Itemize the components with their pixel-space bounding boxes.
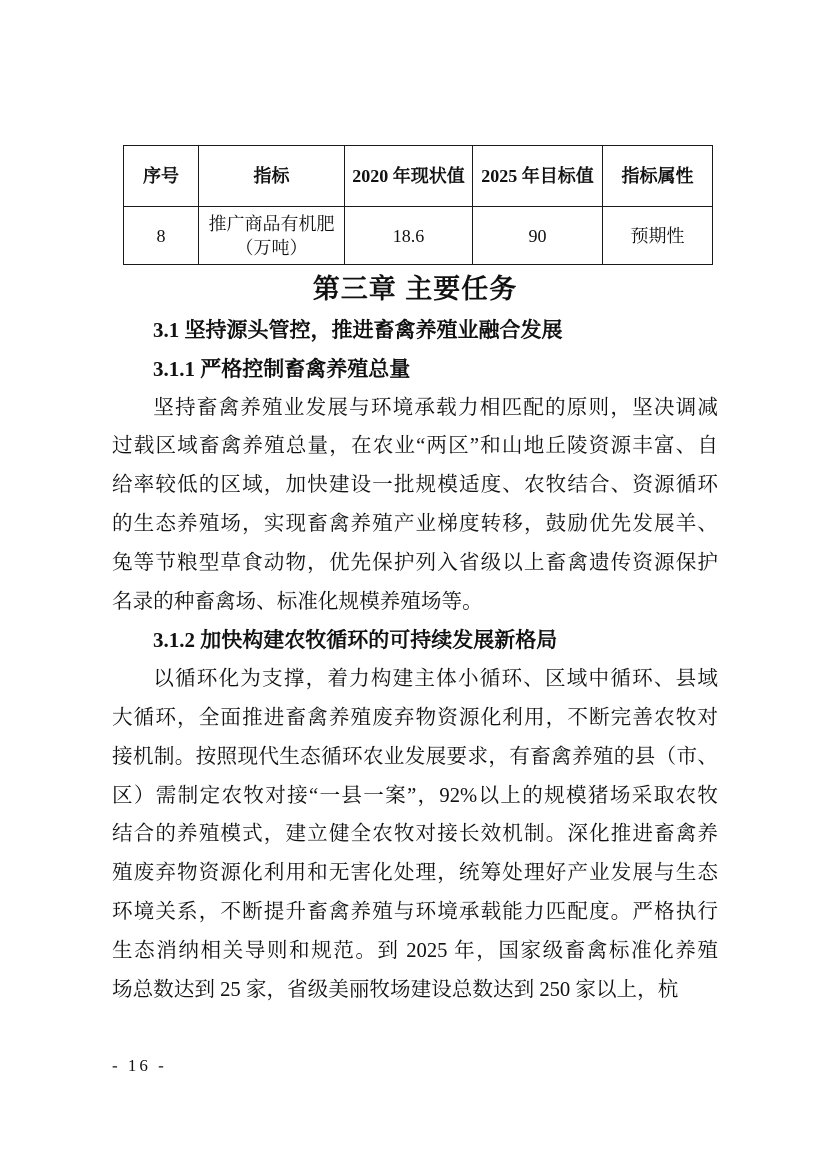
paragraph-line: 坚持畜禽养殖业发展与环境承载力相匹配的原则，坚决调减 — [153, 396, 718, 419]
column-header-indicator: 指标 — [199, 146, 345, 207]
indicator-table — [123, 145, 713, 265]
paragraph-line: 接机制。按照现代生态循环农业发展要求，有畜禽养殖的县（市、 — [112, 745, 718, 768]
paragraph-line: 的生态养殖场，实现畜禽养殖产业梯度转移，鼓励优先发展羊、 — [112, 512, 718, 535]
cell-attribute: 预期性 — [603, 207, 713, 265]
paragraph-line: 过载区域畜禽养殖总量，在农业“两区”和山地丘陵资源丰富、自 — [112, 435, 718, 458]
paragraph-line: 大循环，全面推进畜禽养殖废弃物资源化利用，不断完善农牧对 — [112, 706, 718, 729]
page-number: - 16 - — [112, 1056, 167, 1075]
paragraph-3-1-2 — [112, 660, 718, 1009]
table-header-row — [124, 146, 713, 207]
section-heading-3-1-2: 3.1.2 加快构建农牧循环的可持续发展新格局 — [153, 628, 558, 653]
cell-indicator: 推广商品有机肥（万吨） — [199, 207, 345, 265]
chapter-title: 第三章 主要任务 — [312, 274, 518, 304]
paragraph-3-1-1 — [112, 389, 718, 622]
column-header-2025-target: 2025 年目标值 — [473, 146, 603, 207]
paragraph-line: 结合的养殖模式，建立健全农牧对接长效机制。深化推进畜禽养 — [112, 823, 718, 846]
column-header-2020-value: 2020 年现状值 — [345, 146, 473, 207]
section-heading-3-1-1: 3.1.1 严格控制畜禽养殖总量 — [153, 356, 411, 381]
section-heading-3-1: 3.1 坚持源头管控，推进畜禽养殖业融合发展 — [153, 318, 563, 342]
paragraph-line: 名录的种畜禽场、标准化规模养殖场等。 — [112, 590, 483, 613]
cell-seq: 8 — [124, 207, 199, 265]
paragraph-line: 场总数达到 25 家，省级美丽牧场建设总数达到 250 家以上，杭 — [112, 978, 679, 1001]
cell-2025-target: 90 — [473, 207, 603, 265]
paragraph-line: 生态消纳相关导则和规范。到 2025 年，国家级畜禽标准化养殖 — [112, 939, 718, 962]
paragraph-line: 区）需制定农牧对接“一县一案”，92%以上的规模猪场采取农牧 — [112, 784, 718, 807]
paragraph-line: 兔等节粮型草食动物，优先保护列入省级以上畜禽遗传资源保护 — [112, 551, 718, 574]
paragraph-line: 以循环化为支撑，着力构建主体小循环、区域中循环、县域 — [153, 668, 718, 691]
paragraph-line: 殖废弃物资源化利用和无害化处理，统筹处理好产业发展与生态 — [112, 862, 718, 885]
column-header-attribute: 指标属性 — [603, 146, 713, 207]
table-row — [124, 207, 713, 265]
column-header-seq: 序号 — [124, 146, 199, 207]
document-content — [112, 145, 718, 1009]
paragraph-line: 环境关系，不断提升畜禽养殖与环境承载能力匹配度。严格执行 — [112, 900, 718, 923]
paragraph-line: 给率较低的区域，加快建设一批规模适度、农牧结合、资源循环 — [112, 474, 718, 497]
cell-2020-value: 18.6 — [345, 207, 473, 265]
